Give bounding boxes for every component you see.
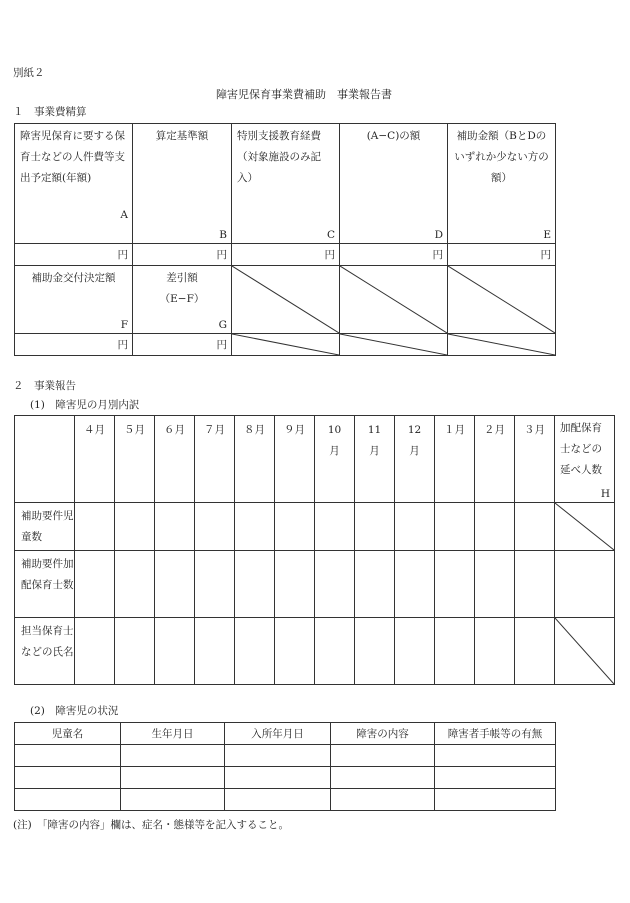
status-cell[interactable] [435,767,556,789]
month-cell[interactable] [195,551,235,618]
month-cell[interactable] [435,503,475,551]
month-label: ４月 [84,424,105,436]
month-cell[interactable] [75,618,115,685]
month-cell[interactable] [115,503,155,551]
amount-e-field[interactable] [448,244,556,266]
month-cell[interactable] [395,503,435,551]
col-e-label: 補助金額（BとDのいずれか少ない方の額） [454,130,549,184]
expense-settlement-table [14,123,556,356]
status-cell[interactable] [15,767,121,789]
header-cell-f [15,266,133,334]
row-header [15,551,75,618]
month-cell[interactable] [315,503,355,551]
crossed-cell [448,266,556,334]
month-label: ３月 [524,424,545,436]
col-c-label: 特別支援教育経費（対象施設のみ記入） [237,130,321,184]
crossed-cell [340,266,448,334]
month-label: ９月 [284,424,305,436]
yen-unit: 円 [540,248,551,261]
month-header [235,416,275,503]
col-g-letter: G [218,318,227,331]
month-cell[interactable] [355,551,395,618]
diagonal-strike [448,266,555,333]
col-f-letter: F [120,318,128,331]
month-header [75,416,115,503]
month-cell[interactable] [235,618,275,685]
extra-staff-letter: H [600,487,610,500]
header-cell-e [448,124,556,244]
month-label: ２月 [484,424,505,436]
month-cell[interactable] [435,618,475,685]
extra-staff-label: 加配保育士などの延べ人数 [560,422,602,476]
month-header [155,416,195,503]
amount-d-field[interactable] [340,244,448,266]
month-cell[interactable] [115,551,155,618]
month-label: ７月 [204,424,225,436]
monthly-breakdown-table [14,415,615,685]
extra-staff-header [555,416,615,503]
status-heading: (2) 障害児の状況 [30,705,119,717]
col-b-letter: B [219,228,227,241]
amount-a-field[interactable] [15,244,133,266]
month-cell[interactable] [195,618,235,685]
status-header-disability: 障害の内容 [331,723,435,745]
attachment-label: 別紙２ [13,67,45,79]
amount-f-field[interactable] [15,334,133,356]
month-label: 11月 [367,424,382,457]
row-label-staff: 補助要件加配保育士数 [21,558,74,591]
month-cell[interactable] [515,503,555,551]
monthly-breakdown-heading: (1) 障害児の月別内訳 [30,399,140,411]
month-cell[interactable] [155,551,195,618]
col-f-label: 補助金交付決定額 [31,272,116,284]
col-g-label: 差引額（E−F） [159,272,205,305]
crossed-cell [232,334,340,356]
month-cell[interactable] [75,551,115,618]
month-cell[interactable] [155,503,195,551]
month-header [515,416,555,503]
row-header [15,503,75,551]
month-cell[interactable] [275,551,315,618]
month-cell[interactable] [355,618,395,685]
diagonal-strike [555,618,614,684]
diagonal-strike [448,334,555,355]
diagonal-strike [232,334,339,355]
status-cell[interactable] [435,789,556,811]
diagonal-strike [340,334,447,355]
status-cell[interactable] [435,745,556,767]
month-header [115,416,155,503]
month-header [475,416,515,503]
yen-unit: 円 [432,248,443,261]
status-cell[interactable] [225,789,331,811]
status-cell[interactable] [15,745,121,767]
yen-unit: 円 [117,248,128,261]
amount-b-field[interactable] [133,244,232,266]
status-cell[interactable] [331,789,435,811]
corner-cell [15,416,75,503]
crossed-cell [555,618,615,685]
month-cell[interactable] [475,618,515,685]
month-cell[interactable] [275,618,315,685]
month-cell[interactable] [75,503,115,551]
crossed-cell [555,503,615,551]
col-d-letter: D [434,228,443,241]
month-header [315,416,355,503]
month-cell[interactable] [315,618,355,685]
row-label-children: 補助要件児童数 [21,510,74,543]
header-cell-d [340,124,448,244]
status-cell[interactable] [225,745,331,767]
amount-g-field[interactable] [133,334,232,356]
month-cell[interactable] [155,618,195,685]
status-cell[interactable] [15,789,121,811]
month-cell[interactable] [315,551,355,618]
yen-unit: 円 [324,248,335,261]
month-header [275,416,315,503]
status-cell[interactable] [331,767,435,789]
col-d-label: (A−C)の額 [366,130,421,142]
month-header [395,416,435,503]
amount-c-field[interactable] [232,244,340,266]
status-header-admission-date: 入所年月日 [225,723,331,745]
month-cell[interactable] [475,551,515,618]
header-cell-a [15,124,133,244]
status-cell[interactable] [331,745,435,767]
month-header [195,416,235,503]
yen-unit: 円 [216,248,227,261]
col-b-label: 算定基準額 [155,130,209,142]
status-cell[interactable] [225,767,331,789]
col-e-letter: E [543,228,551,241]
diagonal-strike [232,266,339,333]
month-cell[interactable] [195,503,235,551]
section2-heading: ２ 事業報告 [13,380,76,392]
month-cell[interactable] [395,551,435,618]
month-label: ８月 [244,424,265,436]
col-a-letter: A [120,208,128,221]
month-label: 12月 [407,424,422,457]
col-a-label: 障害児保育に要する保育士などの人件費等支出予定額(年額) [20,130,125,184]
month-label: 10月 [327,424,342,457]
children-status-table [14,722,556,811]
month-cell[interactable] [115,618,155,685]
status-header-certificate: 障害者手帳等の有無 [435,723,556,745]
extra-staff-total-field[interactable] [555,551,615,618]
month-cell[interactable] [475,503,515,551]
crossed-cell [232,266,340,334]
section1-heading: １ 事業費精算 [13,106,87,118]
footnote: (注) 「障害の内容」欄は、症名・態様等を記入すること。 [13,819,289,831]
status-cell[interactable] [121,745,225,767]
month-header [435,416,475,503]
month-label: ６月 [164,424,185,436]
month-cell[interactable] [395,618,435,685]
col-c-letter: C [326,228,335,241]
header-cell-c [232,124,340,244]
month-cell[interactable] [235,551,275,618]
status-header-name: 児童名 [15,723,121,745]
row-label-names: 担当保育士などの氏名 [21,625,74,658]
status-header-birthdate: 生年月日 [121,723,225,745]
yen-unit: 円 [117,338,128,351]
crossed-cell [448,334,556,356]
crossed-cell [340,334,448,356]
month-cell[interactable] [275,503,315,551]
header-cell-b [133,124,232,244]
month-label: １月 [444,424,465,436]
diagonal-strike [555,503,614,550]
month-cell[interactable] [515,551,555,618]
header-cell-g [133,266,232,334]
month-cell[interactable] [435,551,475,618]
diagonal-strike [340,266,447,333]
month-cell[interactable] [355,503,395,551]
yen-unit: 円 [216,338,227,351]
month-label: ５月 [124,424,145,436]
month-header [355,416,395,503]
status-cell[interactable] [121,789,225,811]
status-cell[interactable] [121,767,225,789]
row-header [15,618,75,685]
month-cell[interactable] [515,618,555,685]
document-title: 障害児保育事業費補助 事業報告書 [216,88,392,101]
month-cell[interactable] [235,503,275,551]
